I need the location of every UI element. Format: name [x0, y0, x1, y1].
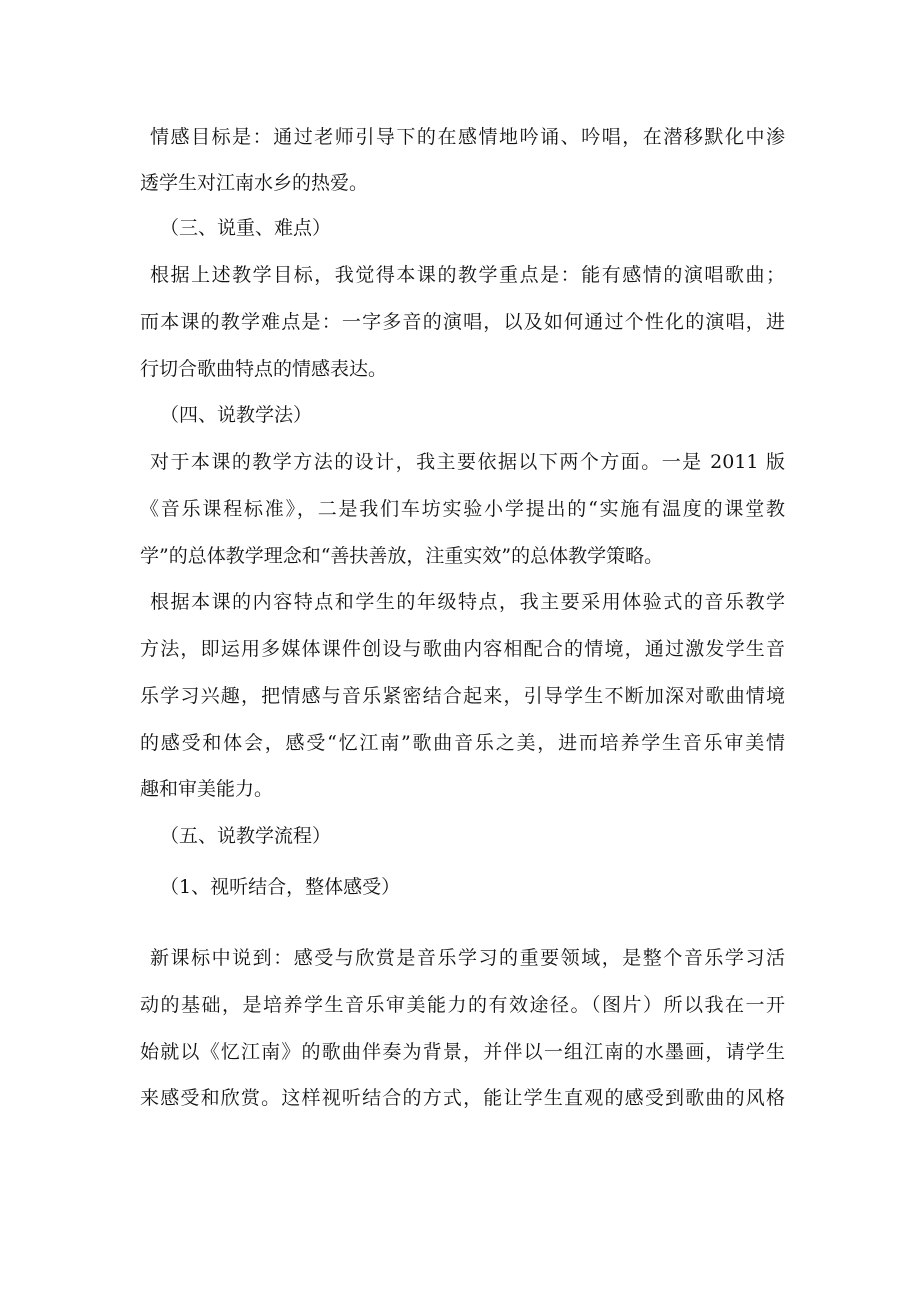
- paragraph-method-basis-line-2: 《音乐课程标准》，二是我们车坊实验小学提出的“实施有温度的课堂教: [140, 498, 785, 520]
- paragraph-listen-view-line-3: 始就以《忆江南》的歌曲伴奏为背景，并伴以一组江南的水墨画，请学生: [140, 1041, 785, 1063]
- paragraph-listen-view-line-1: 新课标中说到：感受与欣赏是音乐学习的重要领域，是整个音乐学习活: [150, 947, 785, 969]
- paragraph-method-detail-line-1: 根据本课的内容特点和学生的年级特点，我主要采用体验式的音乐教学: [150, 591, 785, 613]
- paragraph-listen-view-line-2: 动的基础，是培养学生音乐审美能力的有效途径。（图片）所以我在一开: [140, 994, 785, 1016]
- paragraph-emotion-goal-line-1: 情感目标是：通过老师引导下的在感情地吟诵、吟唱，在潜移默化中渗: [150, 126, 785, 148]
- paragraph-method-detail-line-4: 的感受和体会，感受“忆江南”歌曲音乐之美，进而培养学生音乐审美情: [140, 732, 785, 754]
- section-heading-5: （五、说教学流程）: [160, 825, 332, 847]
- section-heading-4: （四、说教学法）: [160, 404, 313, 426]
- paragraph-key-difficult-line-2: 而本课的教学难点是：一字多音的演唱，以及如何通过个性化的演唱，进: [140, 311, 785, 333]
- subsection-heading-5-1: （1、视听结合，整体感受）: [160, 876, 401, 898]
- paragraph-method-detail-line-2: 方法，即运用多媒体课件创设与歌曲内容相配合的情境，通过激发学生音: [140, 638, 785, 660]
- paragraph-method-detail-line-5: 趣和审美能力。: [140, 778, 274, 800]
- paragraph-key-difficult-line-1: 根据上述教学目标，我觉得本课的教学重点是：能有感情的演唱歌曲；: [150, 264, 785, 286]
- paragraph-emotion-goal-line-2: 透学生对江南水乡的热爱。: [140, 172, 369, 194]
- section-heading-3: （三、说重、难点）: [160, 217, 332, 239]
- paragraph-method-basis-line-3: 学”的总体教学理念和“善扶善放，注重实效”的总体教学策略。: [140, 545, 664, 567]
- paragraph-listen-view-line-4: 来感受和欣赏。这样视听结合的方式，能让学生直观的感受到歌曲的风格: [140, 1087, 785, 1109]
- paragraph-method-basis-line-1: 对于本课的教学方法的设计，我主要依据以下两个方面。一是 2011 版: [150, 451, 785, 473]
- paragraph-method-detail-line-3: 乐学习兴趣，把情感与音乐紧密结合起来，引导学生不断加深对歌曲情境: [140, 685, 785, 707]
- paragraph-key-difficult-line-3: 行切合歌曲特点的情感表达。: [140, 358, 388, 380]
